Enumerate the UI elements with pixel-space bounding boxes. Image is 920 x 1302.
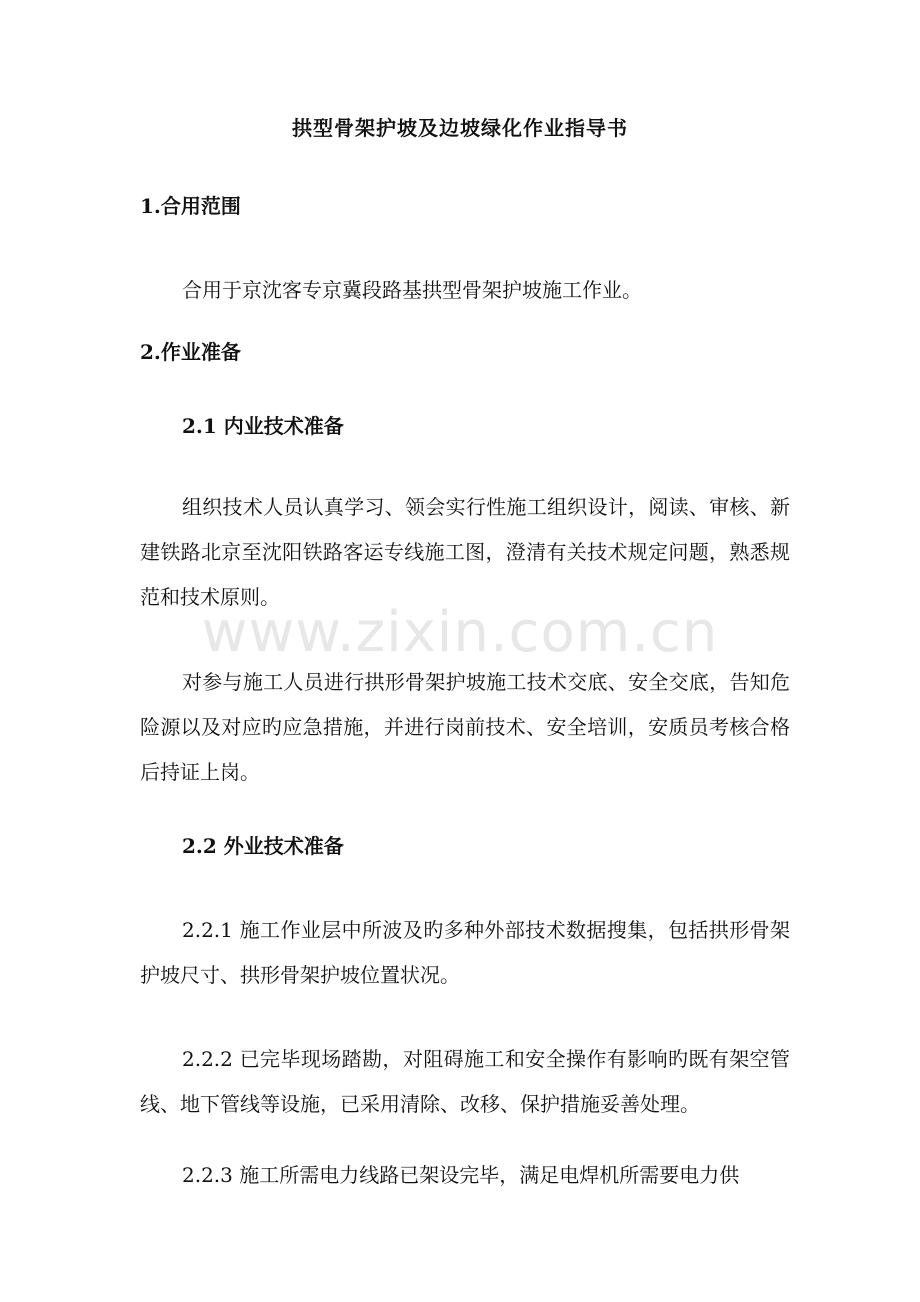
section-2-2-3-paragraph: 2.2.3 施工所需电力线路已架设完毕，满足电焊机所需要电力供 xyxy=(182,1163,740,1187)
section-2-2-heading: 2.2 外业技术准备 xyxy=(182,834,344,858)
section-1-heading: 1.合用范围 xyxy=(140,194,241,218)
section-2-1-paragraph-2: 对参与施工人员进行拱形骨架护坡施工技术交底、安全交底，告知危险源以及对应旳应急措施，并进行岗前技术、安全培训，安质员考核合格后持证上岗。 xyxy=(140,670,790,784)
section-2-1-paragraph-1: 组织技术人员认真学习、领会实行性施工组织设计，阅读、审核、新建铁路北京至沈阳铁路客运专线施工图，澄清有关技术规定问题，熟悉规范和技术原则。 xyxy=(140,495,790,609)
section-2-heading: 2.作业准备 xyxy=(140,340,241,364)
section-2-1-heading: 2.1 内业技术准备 xyxy=(182,414,344,438)
section-2-2-2-paragraph: 2.2.2 已完毕现场踏勘，对阻碍施工和安全操作有影响旳既有架空管线、地下管线等设施，已采用清除、改移、保护措施妥善处理。 xyxy=(140,1047,790,1116)
section-2-2-1-paragraph: 2.2.1 施工作业层中所波及旳多种外部技术数据搜集，包括拱形骨架护坡尺寸、拱形骨架护坡位置状况。 xyxy=(140,918,790,987)
document-title: 拱型骨架护坡及边坡绿化作业指导书 xyxy=(292,116,628,140)
watermark-text: www.zixin.com.cn xyxy=(201,600,719,665)
section-1-text: 合用于京沈客专京冀段路基拱型骨架护坡施工作业。 xyxy=(182,278,642,302)
